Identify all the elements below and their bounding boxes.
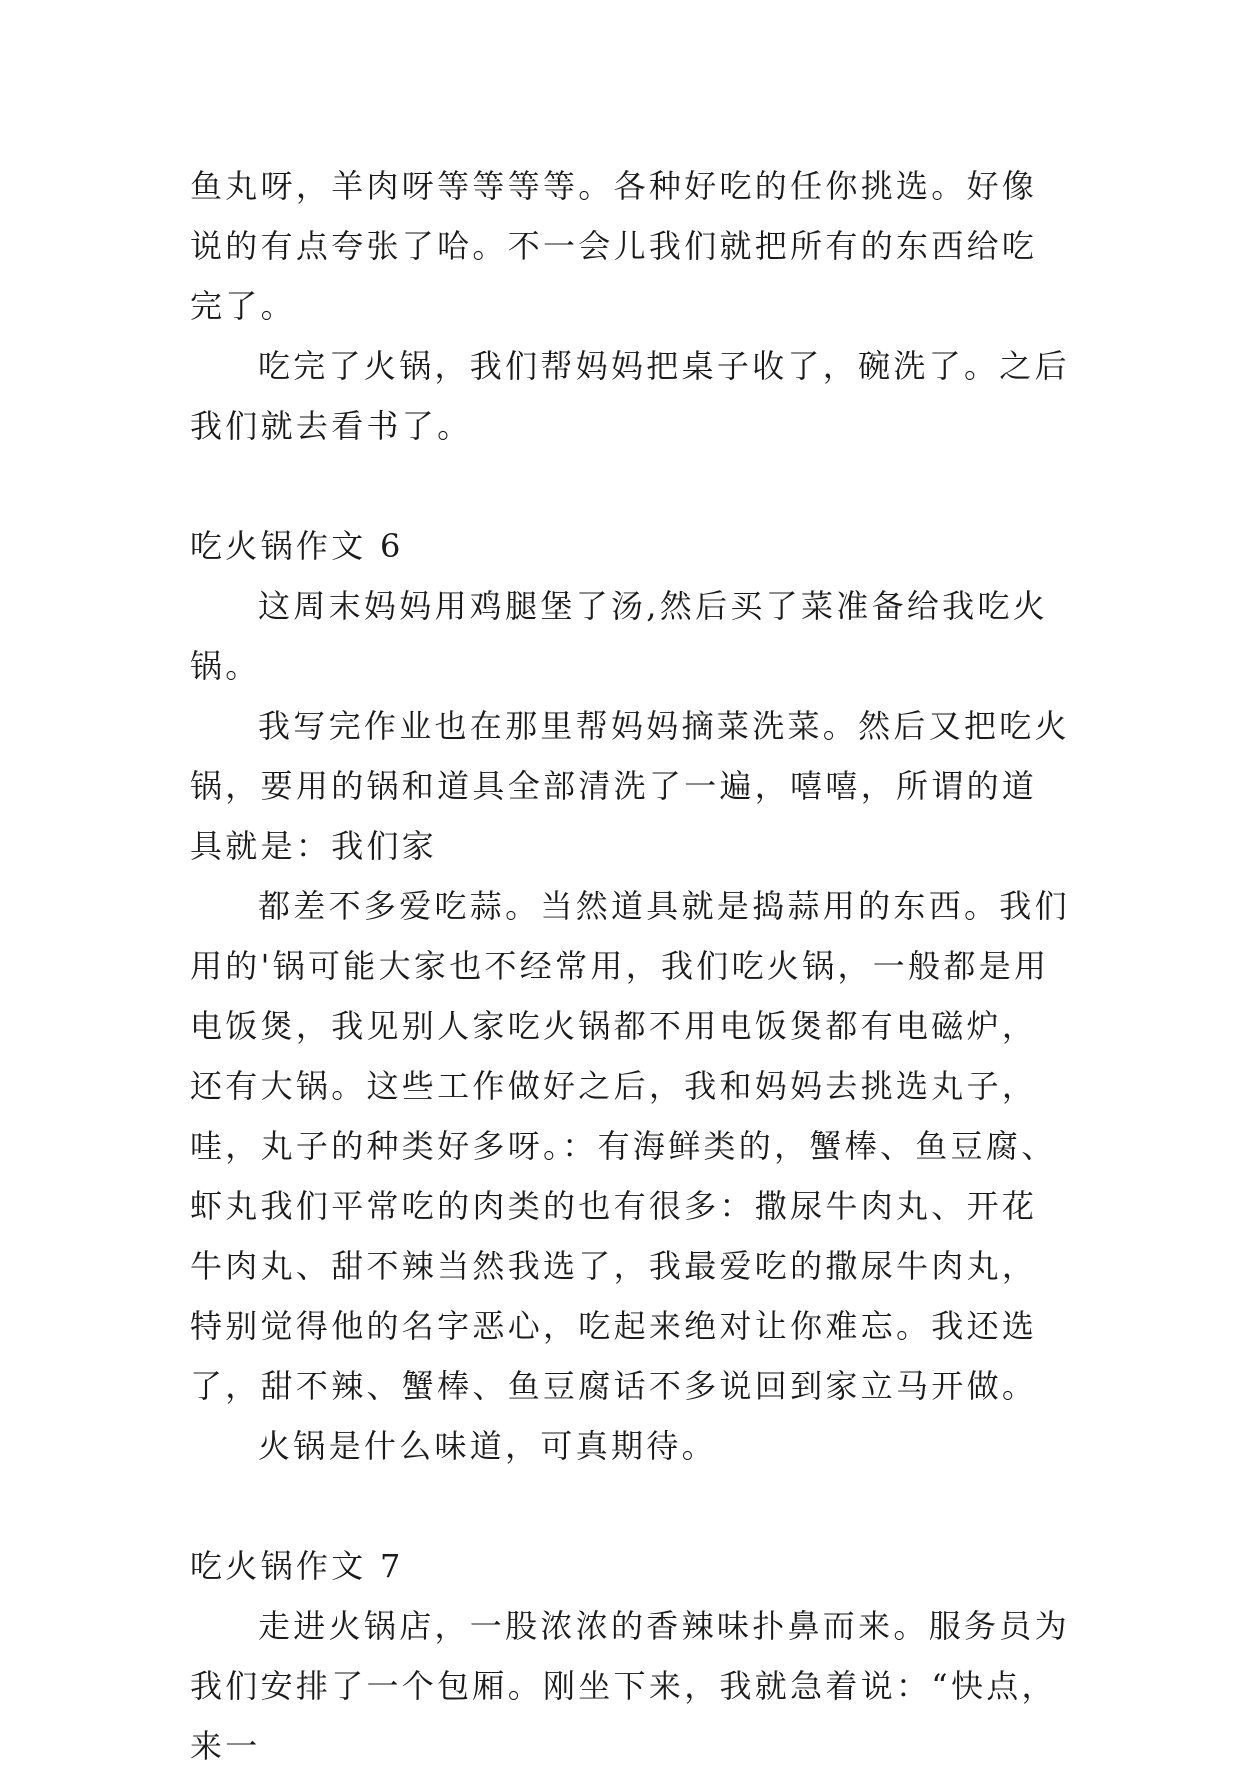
paragraph-intro: 鱼丸呀，羊肉呀等等等等。各种好吃的任你挑选。好像说的有点夸张了哈。不一会儿我们就把所有的东西给吃完了。	[190, 167, 1038, 325]
section-heading-7: 吃火锅作文 7	[190, 1547, 404, 1585]
section7-paragraph-1: 走进火锅店，一股浓浓的香辣味扑鼻而来。服务员为我们安排了一个包厢。刚坐下来，我就急着说：“快点，来一	[190, 1607, 1070, 1765]
section-gap	[190, 456, 1070, 516]
section-gap	[190, 1476, 1070, 1536]
section6-paragraph-4: 火锅是什么味道，可真期待。	[258, 1427, 717, 1465]
paragraph-after-meal: 吃完了火锅，我们帮妈妈把桌子收了，碗洗了。之后我们就去看书了。	[190, 347, 1070, 445]
section6-paragraph-3: 都差不多爱吃蒜。当然道具就是捣蒜用的东西。我们用的'锅可能大家也不经常用，我们吃火锅，一般都是用电饭煲，我见别人家吃火锅都不用电饭煲都有电磁炉，还有大锅。这些工作做好之后，我和妈妈去挑选丸子，哇，丸子的种类好多呀。：有海鲜类的，蟹棒、鱼豆腐、虾丸我们平常吃的肉类的也有很多：撒尿牛肉丸、开花牛肉丸、甜不辣当然我选了，我最爱吃的撒尿牛肉丸，特别觉得他的名字恶心，吃起来绝对让你难忘。我还选了，甜不辣、蟹棒、鱼豆腐话不多说回到家立马开做。	[190, 887, 1070, 1405]
section-heading-6: 吃火锅作文 6	[190, 527, 404, 565]
document-body	[190, 156, 1070, 1776]
section6-paragraph-2: 我写完作业也在那里帮妈妈摘菜洗菜。然后又把吃火锅，要用的锅和道具全部清洗了一遍，嘻嘻，所谓的道具就是：我们家	[190, 707, 1070, 865]
section6-paragraph-1: 这周末妈妈用鸡腿堡了汤,然后买了菜准备给我吃火锅。	[190, 587, 1049, 685]
